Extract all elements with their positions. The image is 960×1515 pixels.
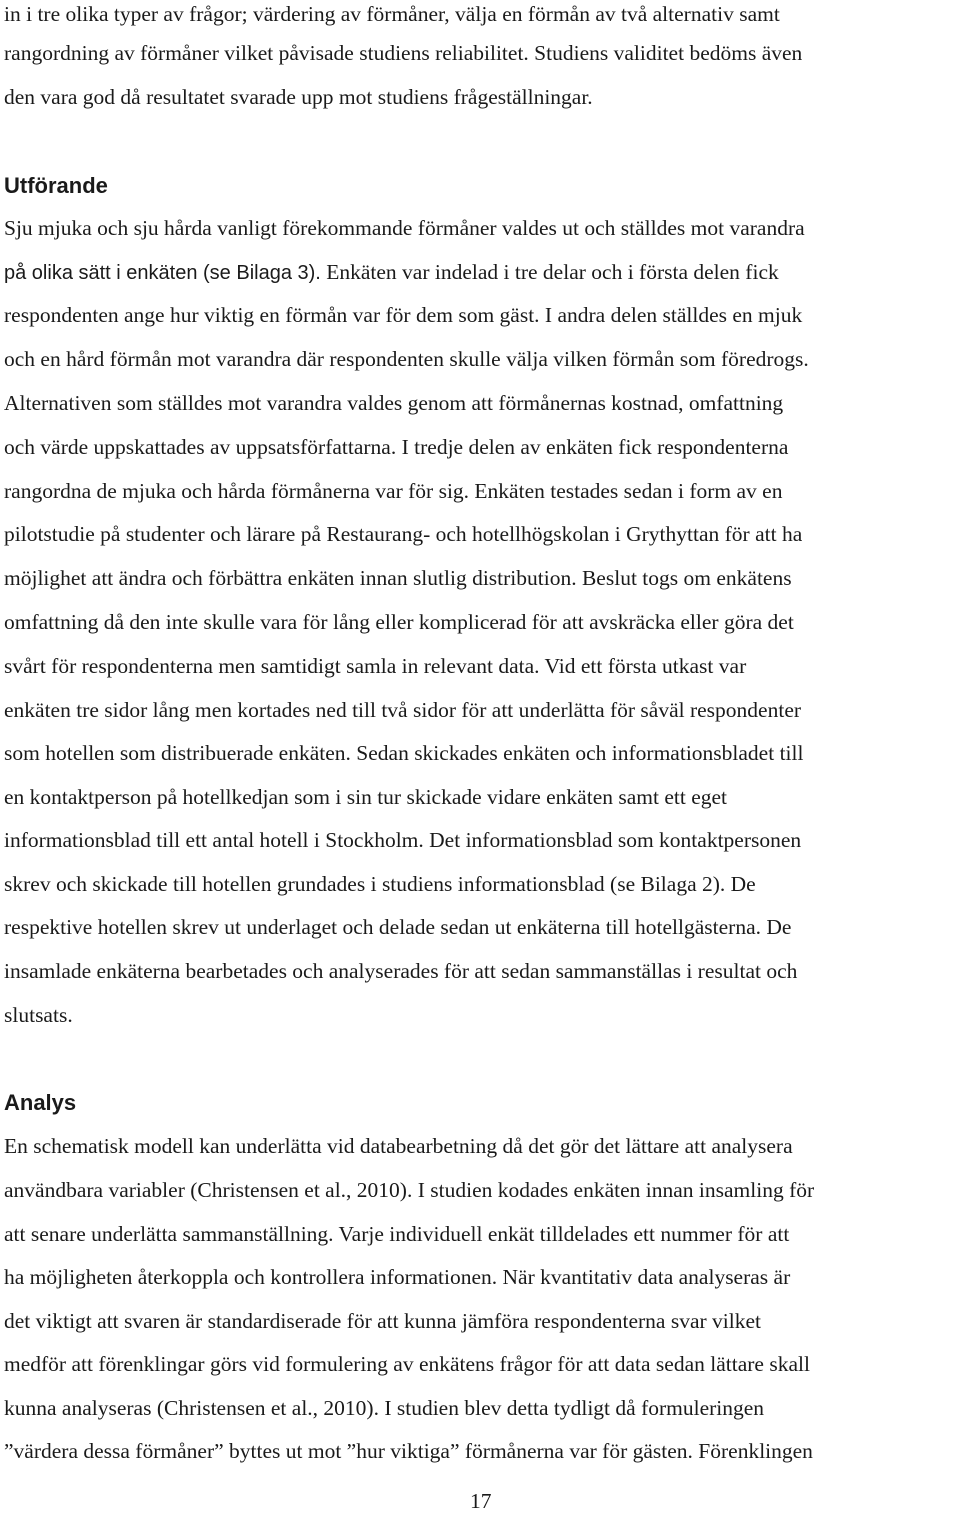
- text-run-sans: på olika sätt i enkäten (se Bilaga 3).: [4, 262, 321, 284]
- text-line: kunna analyseras (Christensen et al., 2010). I studien blev detta tydligt då formuleringen: [4, 1396, 765, 1420]
- text-line: Alternativen som ställdes mot varandra valdes genom att förmånernas kostnad, omfattning: [4, 391, 784, 415]
- text-line: och värde uppskattades av uppsatsförfattarna. I tredje delen av enkäten fick respondenterna: [4, 435, 789, 459]
- text-line: som hotellen som distribuerade enkäten. Sedan skickades enkäten och informationsbladet till: [4, 741, 804, 765]
- page-number: 17: [470, 1489, 492, 1513]
- text-run: Enkäten var indelad i tre delar och i första delen fick: [320, 260, 779, 284]
- text-line: att senare underlätta sammanställning. Varje individuell enkät tilldelades ett nummer för att: [4, 1222, 790, 1246]
- text-line: informationsblad till ett antal hotell i Stockholm. Det informationsblad som kontaktpersonen: [4, 828, 802, 852]
- text-line: rangordna de mjuka och hårda förmånerna var för sig. Enkäten testades sedan i form av en: [4, 479, 783, 503]
- text-line: svårt för respondenterna men samtidigt samla in relevant data. Vid ett första utkast var: [4, 654, 747, 678]
- text-line: slutsats.: [4, 1003, 73, 1027]
- text-line: pilotstudie på studenter och lärare på Restaurang- och hotellhögskolan i Grythyttan för att ha: [4, 522, 803, 546]
- text-line: enkäten tre sidor lång men kortades ned till två sidor för att underlätta för såväl respondenter: [4, 698, 802, 722]
- text-line: möjlighet att ändra och förbättra enkäten innan slutlig distribution. Beslut togs om enkätens: [4, 566, 792, 590]
- text-line: ”värdera dessa förmåner” byttes ut mot ”hur viktiga” förmånerna var för gästen. Förenklingen: [4, 1439, 813, 1463]
- section-heading-utforande: Utförande: [4, 173, 108, 198]
- text-line: Sju mjuka och sju hårda vanligt förekommande förmåner valdes ut och ställdes mot varandra: [4, 216, 805, 240]
- text-line: skrev och skickade till hotellen grundades i studiens informationsblad (se Bilaga 2). De: [4, 872, 756, 896]
- text-line: omfattning då den inte skulle vara för lång eller komplicerad för att avskräcka eller göra det: [4, 610, 794, 634]
- text-line: den vara god då resultatet svarade upp mot studiens frågeställningar.: [4, 85, 593, 109]
- text-line: medför att förenklingar görs vid formulering av enkätens frågor för att data sedan lättare skall: [4, 1352, 810, 1376]
- text-line: rangordning av förmåner vilket påvisade studiens reliabilitet. Studiens validitet bedöms även: [4, 41, 803, 65]
- text-line: [4, 262, 779, 284]
- section-heading-analys: Analys: [4, 1090, 77, 1115]
- text-line: in i tre olika typer av frågor; värdering av förmåner, välja en förmån av två alternativ samt: [4, 2, 780, 26]
- text-line: ha möjligheten återkoppla och kontrollera informationen. När kvantitativ data analyseras är: [4, 1265, 791, 1289]
- text-line: användbara variabler (Christensen et al., 2010). I studien kodades enkäten innan insamling för: [4, 1178, 815, 1202]
- text-line: det viktigt att svaren är standardiserade för att kunna jämföra respondenterna svar vilket: [4, 1309, 761, 1333]
- text-line: respondenten ange hur viktig en förmån var för dem som gäst. I andra delen ställdes en mjuk: [4, 303, 803, 327]
- text-line: en kontaktperson på hotellkedjan som i sin tur skickade vidare enkäten samt ett eget: [4, 785, 728, 809]
- text-line: insamlade enkäterna bearbetades och analyserades för att sedan sammanställas i resultat och: [4, 959, 798, 983]
- text-line: och en hård förmån mot varandra där respondenten skulle välja vilken förmån som föredrogs.: [4, 347, 809, 371]
- text-line: En schematisk modell kan underlätta vid databearbetning då det gör det lättare att analysera: [4, 1134, 793, 1158]
- text-line: respektive hotellen skrev ut underlaget och delade sedan ut enkäterna till hotellgästerna. De: [4, 915, 792, 939]
